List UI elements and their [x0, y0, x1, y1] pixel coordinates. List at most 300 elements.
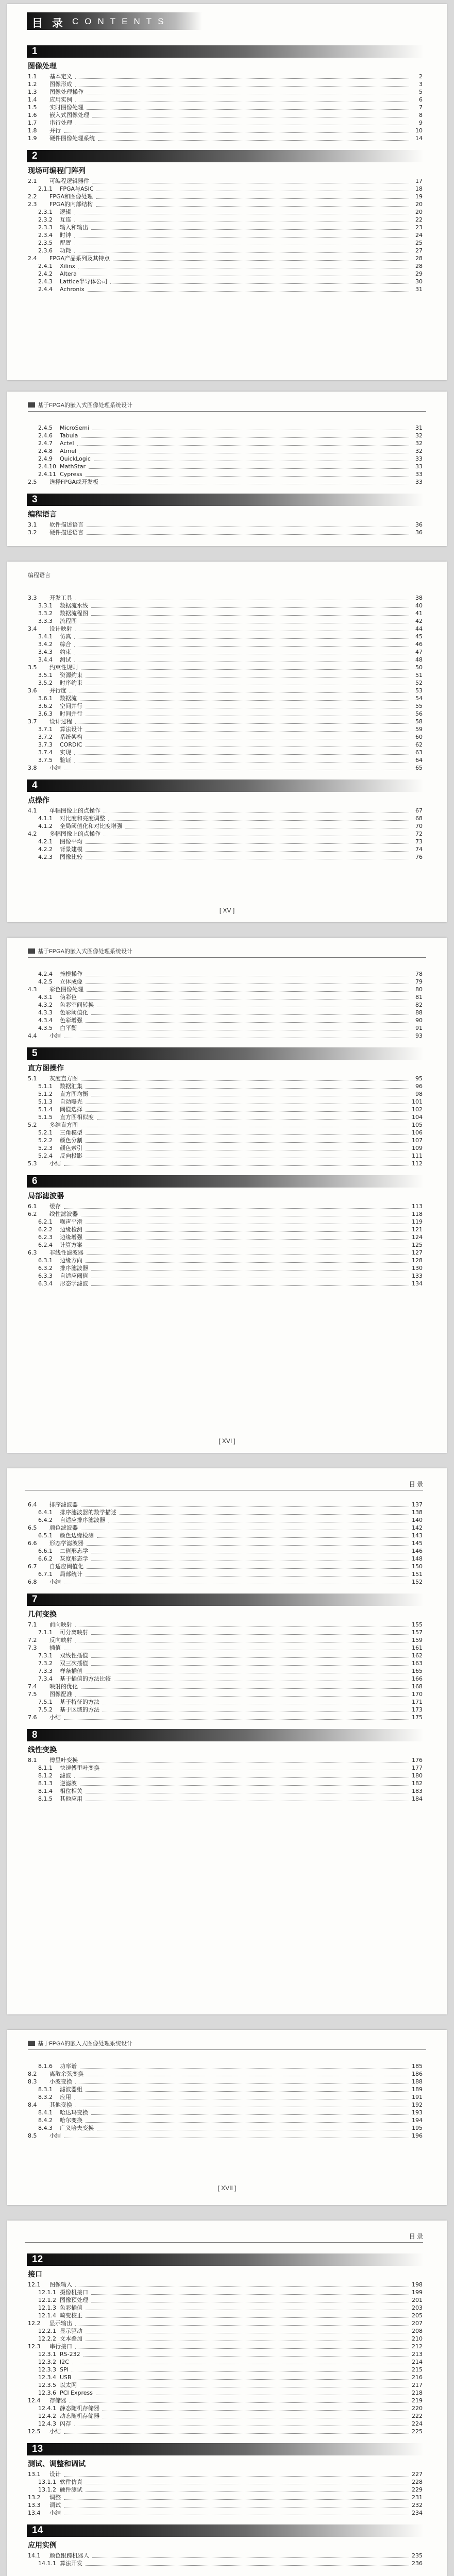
toc-entry-page: 119: [412, 1218, 423, 1225]
toc-entry-number: 12.4.3: [38, 2420, 56, 2427]
toc-entry-title: 三角模型: [60, 1129, 82, 1136]
toc-leader-dots: [64, 2514, 409, 2515]
toc-leader-dots: [96, 190, 409, 191]
toc-entry-page: 146: [412, 1548, 423, 1554]
toc-entry: [38, 1098, 423, 1106]
toc-entry-page: 3: [419, 81, 423, 88]
page-number: [ XV ]: [219, 907, 235, 914]
toc-entry-page: 212: [412, 2343, 423, 2350]
toc-leader-dots: [88, 291, 409, 292]
toc-entry-page: 80: [415, 986, 423, 993]
toc-entry-page: 130: [412, 1265, 423, 1272]
toc-entry-title: 硬件测试: [60, 2486, 82, 2493]
toc-entry: [28, 2078, 423, 2086]
toc-entry-title: 局部统计: [60, 1571, 82, 1578]
toc-entry-title: 算法设计: [60, 726, 82, 733]
toc-entry-title: Lattice半导体公司: [60, 278, 108, 285]
toc-entry-title: 排序滤波器的数学描述: [60, 1509, 116, 1516]
toc-entry-page: 76: [415, 854, 423, 860]
toc-entry-number: 12.3.3: [38, 2366, 56, 2373]
chapter-number-bar: [27, 1047, 424, 1060]
toc-entry-title: 硬件描述语言: [49, 529, 83, 536]
toc-entry-page: 125: [412, 1242, 423, 1248]
running-head-rule: [25, 2242, 423, 2243]
toc-entry-page: 91: [415, 1025, 423, 1031]
toc-entry-number: 8.1.1: [38, 1765, 53, 1771]
toc-entry-number: 1.1: [28, 73, 37, 80]
toc-entry-number: 12.1.3: [38, 2304, 56, 2311]
toc-entry-number: 6.2.2: [38, 1226, 53, 1233]
toc-entry: [38, 463, 423, 470]
toc-entry: [28, 1621, 423, 1629]
toc-entry-page: 30: [415, 278, 423, 285]
toc-entry-page: 201: [412, 2297, 423, 2303]
toc-entry-number: 5.1: [28, 1075, 37, 1082]
chapter-number-bar: [27, 2443, 424, 2455]
toc-entry-title: 逻辑: [60, 209, 71, 215]
toc-entry-title: 直方图相似度: [60, 1114, 94, 1121]
chapter-number: 6: [32, 1176, 38, 1187]
toc-entry-page: 17: [415, 178, 423, 184]
toc-entry-title: 实现: [60, 749, 71, 756]
toc-entry-page: 148: [412, 1555, 423, 1562]
toc-leader-dots: [80, 1029, 409, 1030]
toc-entry-page: 228: [412, 2479, 423, 2485]
chapter-number: 2: [32, 150, 38, 161]
toc-entry-number: 7.3: [28, 1645, 37, 1651]
toc-entry-page: 33: [415, 471, 423, 478]
toc-entry-number: 12.2.2: [38, 2335, 56, 2342]
toc-entry-number: 4.1: [28, 807, 37, 814]
chapter-number: 1: [32, 46, 38, 57]
toc-entry: [38, 270, 423, 278]
toc-entry-title: I2C: [60, 2359, 69, 2365]
toc-entry-number: 4.2.5: [38, 978, 53, 985]
toc-entry-page: 44: [415, 625, 423, 632]
toc-entry-page: 58: [415, 718, 423, 725]
toc-entry: [38, 2479, 423, 2486]
toc-entry-number: 14.1.1: [38, 2560, 56, 2567]
toc-entry-title: 颜色分割: [60, 1137, 82, 1144]
toc-leader-dots: [78, 267, 409, 268]
toc-entry-title: Tabula: [60, 432, 78, 439]
toc-entry-number: 6.6: [28, 1540, 37, 1547]
toc-entry: [28, 255, 423, 262]
toc-leader-dots: [86, 983, 409, 984]
toc-entry-number: 4.3.2: [38, 1002, 53, 1008]
chapter-title: 现场可编程门阵列: [28, 167, 86, 175]
toc-entry-title: 缓存: [49, 1203, 61, 1210]
chapter-number-bar: [27, 150, 424, 162]
toc-entry: [38, 2312, 423, 2319]
toc-entry-number: 8.3: [28, 2078, 37, 2085]
toc-entry-number: 2.4.5: [38, 425, 53, 431]
toc-entry-page: 111: [412, 1153, 423, 1159]
toc-entry-page: 95: [415, 1075, 423, 1082]
toc-entry: [38, 2374, 423, 2381]
toc-entry-page: 235: [412, 2552, 423, 2559]
toc-entry-number: 5.2.1: [38, 1129, 53, 1136]
toc-entry-page: 106: [412, 1129, 423, 1136]
toc-entry-page: 54: [415, 695, 423, 702]
toc-entry-number: 2.5: [28, 479, 37, 485]
toc-entry-number: 2.4.3: [38, 278, 53, 285]
toc-entry-page: 93: [415, 1032, 423, 1039]
contents-banner-en: CONTENTS: [72, 16, 170, 26]
toc-leader-dots: [86, 715, 409, 716]
toc-entry-number: 8.1.2: [38, 1772, 53, 1779]
toc-entry-page: 171: [412, 1699, 423, 1705]
toc-entry-title: 灰度直方图: [49, 1075, 78, 1082]
toc-entry-number: 1.7: [28, 120, 37, 126]
toc-entry-number: 8.1.6: [38, 2063, 53, 2070]
toc-entry-title: 彩色图像处理: [49, 986, 83, 993]
toc-entry-number: 3.4.1: [38, 633, 53, 640]
toc-entry-title: 小结: [49, 2510, 61, 2516]
toc-entry-number: 6.3.4: [38, 1280, 53, 1287]
toc-entry-number: 7.3.1: [38, 1652, 53, 1659]
toc-leader-dots: [86, 1575, 409, 1577]
toc-leader-dots: [81, 1126, 409, 1127]
toc-entry-title: 掩模操作: [60, 971, 82, 977]
toc-leader-dots: [86, 1111, 409, 1112]
toc-leader-dots: [86, 843, 409, 844]
toc-entry-page: 98: [415, 1091, 423, 1097]
toc-entry-page: 185: [412, 2063, 423, 2070]
running-head-rule: [28, 411, 426, 412]
toc-leader-dots: [86, 2491, 409, 2492]
toc-entry: [38, 1129, 423, 1137]
toc-entry-page: 51: [415, 672, 423, 679]
toc-entry: [28, 2552, 423, 2560]
chapter-title: 几何变换: [28, 1611, 57, 1619]
toc-entry-number: 6.6.1: [38, 1548, 53, 1554]
toc-entry: [38, 2125, 423, 2132]
toc-entry-page: 113: [412, 1203, 423, 1210]
toc-entry: [38, 1218, 423, 1226]
toc-entry-number: 6.6.2: [38, 1555, 53, 1562]
toc-entry: [28, 1691, 423, 1698]
toc-leader-dots: [64, 769, 409, 770]
toc-entry: [28, 2132, 423, 2140]
toc-entry-title: 形态学滤波器: [49, 1540, 83, 1547]
toc-entry: [38, 224, 423, 231]
toc-entry-page: 133: [412, 1273, 423, 1279]
toc-entry-number: 3.5.1: [38, 672, 53, 679]
toc-entry-page: 220: [412, 2405, 423, 2412]
toc-entry-number: 2.3.5: [38, 240, 53, 246]
toc-entry-page: 33: [415, 463, 423, 470]
toc-entry-number: 3.4.2: [38, 641, 53, 648]
toc-entry: [28, 1563, 423, 1570]
toc-entry-title: 反向映射: [49, 1637, 72, 1643]
toc-entry: [28, 1075, 423, 1082]
toc-entry: [38, 471, 423, 478]
toc-entry-number: 4.3.3: [38, 1009, 53, 1016]
toc-leader-dots: [91, 1014, 409, 1015]
toc-leader-dots: [92, 2557, 409, 2558]
toc-entry: [38, 2389, 423, 2397]
toc-leader-dots: [92, 116, 409, 117]
running-head-right: [409, 1480, 423, 1488]
toc-leader-dots: [91, 1560, 409, 1561]
toc-entry-title: 软件仿真: [60, 2479, 82, 2485]
toc-leader-dots: [86, 1103, 409, 1104]
toc-entry-page: 55: [415, 703, 423, 709]
toc-entry-page: 60: [415, 734, 423, 740]
toc-entry-title: 单幅图像上的点操作: [49, 807, 100, 814]
toc-entry-title: 前向映射: [49, 1621, 72, 1628]
toc-entry-number: 4.2.1: [38, 838, 53, 845]
toc-entry-page: 194: [412, 2117, 423, 2124]
toc-leader-dots: [103, 1703, 409, 1704]
toc-leader-dots: [81, 1215, 409, 1216]
toc-entry-number: 5.1.3: [38, 1098, 53, 1105]
toc-entry-title: 傅里叶变换: [49, 1757, 78, 1764]
toc-entry-page: 112: [412, 1160, 423, 1167]
toc-entry-number: 7.3.3: [38, 1668, 53, 1674]
chapter-number: 7: [32, 1594, 38, 1605]
toc-entry-page: 65: [415, 765, 423, 771]
toc-entry-title: 开发工具: [49, 595, 72, 601]
toc-entry-title: 互连: [60, 216, 71, 223]
toc-entry-number: 12.3.5: [38, 2382, 56, 2388]
toc-entry-page: 104: [412, 1114, 423, 1121]
toc-entry-title: 滤波器组: [60, 2086, 82, 2093]
toc-entry: [38, 1668, 423, 1675]
toc-entry: [38, 656, 423, 664]
running-head: [28, 2039, 132, 2047]
toc-entry-number: 13.4: [28, 2510, 41, 2516]
toc-entry-page: 32: [415, 432, 423, 439]
toc-leader-dots: [96, 2394, 409, 2395]
toc-leader-dots: [91, 2301, 409, 2302]
toc-entry-number: 3.8: [28, 765, 37, 771]
toc-entry-number: 5.1.1: [38, 1083, 53, 1090]
toc-entry-number: 12.2: [28, 2320, 41, 2327]
toc-entry-page: 168: [412, 1683, 423, 1690]
toc-entry: [38, 1280, 423, 1287]
toc-entry: [28, 986, 423, 993]
toc-leader-dots: [80, 1785, 409, 1786]
toc-leader-dots: [87, 526, 409, 527]
toc-entry-page: 109: [412, 1145, 423, 1151]
toc-entry-page: 33: [415, 479, 423, 485]
toc-entry-page: 32: [415, 440, 423, 447]
chapter-number-bar: [27, 1175, 424, 1188]
toc-entry-title: 其他应用: [60, 1795, 82, 1802]
toc-entry-page: 72: [415, 831, 423, 837]
chapter-number-bar: [27, 494, 424, 506]
toc-leader-dots: [120, 1514, 409, 1515]
running-head-mark: [28, 402, 35, 408]
toc-leader-dots: [110, 283, 409, 284]
toc-entry-number: 8.1.3: [38, 1780, 53, 1787]
toc-entry: [28, 81, 423, 88]
toc-leader-dots: [98, 140, 409, 141]
toc-entry-page: 59: [415, 726, 423, 733]
toc-entry-page: 88: [415, 1009, 423, 1016]
toc-entry-page: 134: [412, 1280, 423, 1287]
toc-entry: [38, 2289, 423, 2296]
toc-entry-page: 207: [412, 2320, 423, 2327]
toc-leader-dots: [72, 2371, 409, 2372]
toc-entry-number: 3.6.3: [38, 710, 53, 717]
toc-leader-dots: [74, 754, 409, 755]
toc-entry: [38, 1025, 423, 1032]
toc-leader-dots: [64, 132, 409, 133]
toc-entry-number: 6.7.1: [38, 1571, 53, 1578]
toc-entry-number: 5.2.4: [38, 1153, 53, 1159]
toc-leader-dots: [80, 2067, 409, 2069]
toc-entry: [38, 734, 423, 741]
toc-entry: [38, 726, 423, 733]
toc-entry-number: 7.2: [28, 1637, 37, 1643]
toc-leader-dots: [86, 2309, 409, 2310]
toc-entry: [38, 618, 423, 625]
toc-entry-title: 白平衡: [60, 1025, 77, 1031]
toc-entry-title: 双三次插值: [60, 1660, 88, 1667]
toc-entry-title: 全局阈值化和对比度增强: [60, 823, 122, 829]
toc-entry-number: 3.4.3: [38, 649, 53, 655]
toc-entry-number: 6.2.3: [38, 1234, 53, 1241]
toc-entry-number: 1.5: [28, 104, 37, 111]
toc-entry-title: 调整: [49, 2494, 61, 2501]
toc-entry-page: 45: [415, 633, 423, 640]
toc-entry-number: 3.6: [28, 687, 37, 694]
toc-entry-number: 7.5: [28, 1691, 37, 1698]
chapter-number-bar: [27, 2524, 424, 2537]
toc-entry-title: 线性滤波器: [49, 1211, 78, 1217]
toc-entry-number: 3.7.1: [38, 726, 53, 733]
toc-entry-page: 124: [412, 1234, 423, 1241]
toc-entry-page: 90: [415, 1017, 423, 1024]
toc-entry-title: 小波变换: [49, 2078, 72, 2085]
toc-leader-dots: [91, 1269, 409, 1270]
toc-entry-number: 6.5.1: [38, 1532, 53, 1539]
toc-entry: [28, 1160, 423, 1167]
toc-entry-number: 12.1.2: [38, 2297, 56, 2303]
running-head: [28, 947, 132, 955]
toc-entry: [28, 201, 423, 208]
toc-entry-title: FPGA和图像处理: [49, 193, 93, 200]
chapter-number: 3: [32, 494, 38, 505]
chapter-number: 13: [32, 2444, 43, 2454]
toc-leader-dots: [87, 1254, 409, 1255]
document-page: [7, 2221, 447, 2576]
toc-leader-dots: [80, 700, 409, 701]
toc-entry-number: 4.3.1: [38, 994, 53, 1001]
toc-entry: [28, 104, 423, 111]
toc-entry-title: 灰度形态学: [60, 1555, 88, 1562]
running-head-rule: [28, 957, 426, 958]
toc-entry-number: 7.3.4: [38, 1675, 53, 1682]
toc-leader-dots: [64, 1165, 409, 1166]
toc-entry-page: 105: [412, 1122, 423, 1128]
toc-entry-page: 101: [412, 1098, 423, 1105]
toc-leader-dots: [74, 653, 409, 654]
chapter-number-bar: [27, 779, 424, 792]
toc-entry-page: 6: [419, 96, 423, 103]
toc-entry-number: 3.4: [28, 625, 37, 632]
toc-entry: [28, 2281, 423, 2289]
toc-leader-dots: [91, 615, 409, 616]
toc-leader-dots: [114, 1680, 409, 1681]
toc-leader-dots: [86, 731, 409, 732]
toc-entry-number: 8.3.1: [38, 2086, 53, 2093]
toc-leader-dots: [87, 534, 409, 535]
toc-entry: [38, 2328, 423, 2335]
toc-entry-page: 180: [412, 1772, 423, 1779]
toc-entry-page: 205: [412, 2312, 423, 2319]
toc-leader-dots: [75, 599, 409, 600]
toc-leader-dots: [74, 646, 409, 647]
toc-entry-number: 6.2.4: [38, 1242, 53, 1248]
toc-entry: [28, 2397, 423, 2404]
toc-entry-title: 图像处理操作: [49, 89, 83, 95]
toc-leader-dots: [97, 1118, 409, 1120]
toc-leader-dots: [86, 2340, 409, 2341]
toc-entry-title: 配置: [60, 240, 71, 246]
toc-entry-page: 36: [415, 521, 423, 528]
toc-leader-dots: [74, 2425, 409, 2426]
toc-entry: [28, 2510, 423, 2517]
toc-entry-number: 12.3.4: [38, 2374, 56, 2381]
toc-entry-number: 5.2.2: [38, 1137, 53, 1144]
toc-entry: [38, 2297, 423, 2304]
toc-entry-title: 小结: [49, 2428, 61, 2435]
toc-entry: [38, 672, 423, 679]
toc-entry-number: 1.8: [28, 127, 37, 134]
toc-leader-dots: [64, 2499, 409, 2500]
toc-entry-page: 137: [412, 1501, 423, 1508]
toc-leader-dots: [75, 2106, 409, 2107]
toc-entry-number: 12.1: [28, 2281, 41, 2288]
toc-leader-dots: [86, 1262, 409, 1263]
toc-entry: [38, 2420, 423, 2428]
toc-entry-page: 186: [412, 2071, 423, 2077]
toc-entry-page: 216: [412, 2374, 423, 2381]
toc-entry: [38, 1257, 423, 1264]
toc-entry-number: 3.7.2: [38, 734, 53, 740]
toc-entry-title: 自动曝光: [60, 1098, 82, 1105]
toc-leader-dots: [91, 1657, 409, 1658]
toc-leader-dots: [86, 1672, 409, 1673]
toc-entry-number: 13.1.1: [38, 2479, 56, 2485]
toc-entry-title: 伪彩色: [60, 994, 77, 1001]
toc-leader-dots: [86, 1134, 409, 1135]
toc-entry-page: 229: [412, 2486, 423, 2493]
toc-entry: [38, 2351, 423, 2358]
toc-entry: [38, 1532, 423, 1539]
toc-entry-number: 7.1: [28, 1621, 37, 1628]
toc-entry: [28, 1122, 423, 1129]
toc-entry-title: 映射的优化: [49, 1683, 78, 1690]
contents-banner: [27, 12, 202, 30]
toc-entry-title: 设计映射: [49, 625, 72, 632]
toc-entry-page: 53: [415, 687, 423, 694]
toc-entry-title: 自适应阈值: [60, 1273, 88, 1279]
toc-entry-number: 6.4.2: [38, 1517, 53, 1523]
toc-entry-page: 219: [412, 2397, 423, 2404]
toc-entry-title: 时间并行: [60, 710, 82, 717]
toc-entry-page: 102: [412, 1106, 423, 1113]
toc-entry-page: 5: [419, 89, 423, 95]
toc-entry-title: 自适应排序滤波器: [60, 1517, 105, 1523]
page-number: [ XVII ]: [217, 2184, 237, 2192]
running-head-title: 基于FPGA的嵌入式图像处理系统设计: [38, 948, 132, 955]
toc-entry: [38, 971, 423, 978]
